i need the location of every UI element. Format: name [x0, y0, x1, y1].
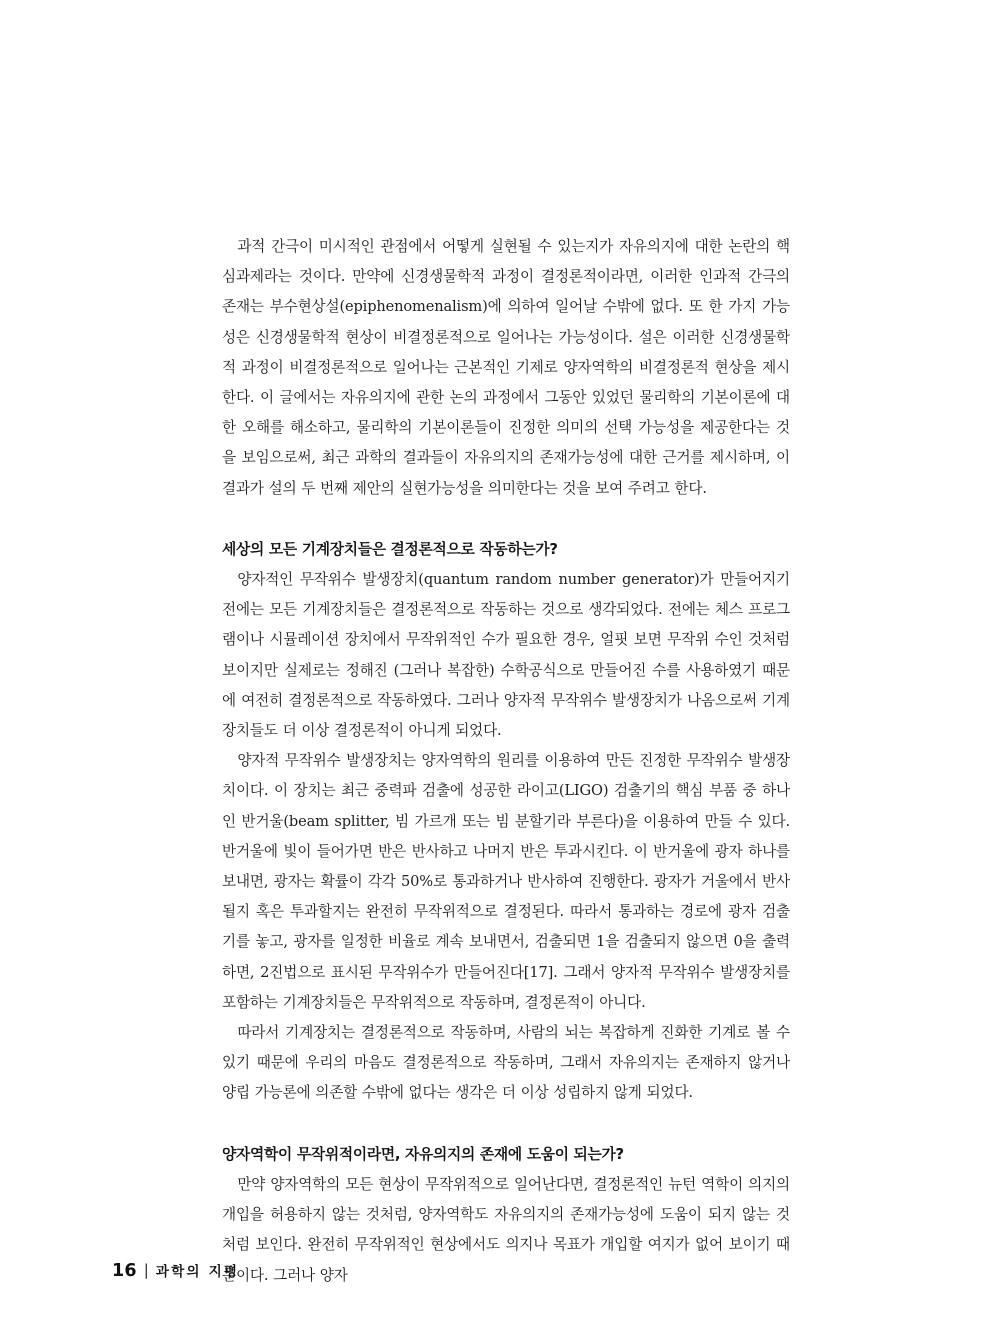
section-heading-deterministic-machines: 세상의 모든 기계장치들은 결정론적으로 작동하는가? [222, 540, 558, 558]
heading-spacer-2 [222, 1109, 790, 1140]
paragraph-quantum-rng-history: 양자적인 무작위수 발생장치(quantum random number generator)가 만들어지기 전에는 모든 기계장치들은 결정론적으로 작동하는 것으로 생각되었다. 전에는 체스 프로그램이나 시뮬레이션 장치에서 무작위적인 수가 필요한 경우, 얼핏 보면 무작위 수인 것처럼 보이지만 실제로는 정해진 (그러나 복잡한) 수학공식으로 만들어진 수를 사용하였기 때문에 여전히 결정론적으로 작동하였다. 그러나 양자적 무작위수 발생장치가 나옴으로써 기계장치들도 더 이상 결정론적이 아니게 되었다. [222, 571, 790, 740]
paragraph-randomness-and-will: 만약 양자역학의 모든 현상이 무작위적으로 일어난다면, 결정론적인 뉴턴 역학이 의지의 개입을 허용하지 않는 것처럼, 양자역학도 자유의지의 존재가능성에 도움이 되지 않는 것처럼 보인다. 완전히 무작위적인 현상에서도 의지나 목표가 개입할 여지가 없어 보이기 때문이다. 그러나 양자 [222, 1175, 790, 1284]
footer-page-number: 16 [112, 1261, 137, 1281]
footer-publication-title: 과학의 지평 [155, 1264, 240, 1280]
heading-spacer-1 [222, 504, 790, 535]
paragraph-beam-splitter: 양자적 무작위수 발생장치는 양자역학의 원리를 이용하여 만든 진정한 무작위수 발생장치이다. 이 장치는 최근 중력파 검출에 성공한 라이고(LIGO) 검출기의 핵심 부품 중 하나인 반거울(beam splitter, 빔 가르개 또는 빔 분할기라 부른다)을 이용하여 만들 수 있다. 반거울에 빛이 들어가면 반은 반사하고 나머지 반은 투과시킨다. 이 반거울에 광자 하나를 보내면, 광자는 확률이 각각 50%로 통과하거나 반사하여 진행한다. 광자가 거울에서 반사될지 혹은 투과할지는 완전히 무작위적으로 결정된다. 따라서 통과하는 경로에 광자 검출기를 놓고, 광자를 일정한 비율로 계속 보내면서, 검출되면 1을 검출되지 않으면 0을 출력하면, 2진법으로 표시된 무작위수가 만들어진다[17]. 그래서 양자적 무작위수 발생장치를 포함하는 기계장치들은 무작위적으로 작동하며, 결정론적이 아니다. [222, 752, 790, 1011]
paragraph-intro: 과적 간극이 미시적인 관점에서 어떻게 실현될 수 있는지가 자유의지에 대한 논란의 핵심과제라는 것이다. 만약에 신경생물학적 과정이 결정론적이라면, 이러한 인과적 간극의 존재는 부수현상설(epiphenomenalism)에 의하여 일어날 수밖에 없다. 또 한 가지 가능성은 신경생물학적 현상이 비결정론적으로 일어나는 가능성이다. 설은 이러한 신경생물학적 과정이 비결정론적으로 일어나는 근본적인 기제로 양자역학의 비결정론적 현상을 제시한다. 이 글에서는 자유의지에 관한 논의 과정에서 그동안 있었던 물리학의 기본이론에 대한 오해를 해소하고, 물리학의 기본이론들이 진정한 의미의 선택 가능성을 제공한다는 것을 보임으로써, 최근 과학의 결과들이 자유의지의 존재가능성에 대한 근거를 제시하며, 이 결과가 설의 두 번째 제안의 실현가능성을 의미한다는 것을 보여 주려고 한다. [222, 238, 790, 497]
page-footer [112, 1260, 239, 1281]
text-column [222, 232, 790, 1291]
paragraph-conclusion-machines: 따라서 기계장치는 결정론적으로 작동하며, 사람의 뇌는 복잡하게 진화한 기계로 볼 수 있기 때문에 우리의 마음도 결정론적으로 작동하며, 그래서 자유의지는 존재하지 않거나 양립 가능론에 의존할 수밖에 없다는 생각은 더 이상 성립하지 않게 되었다. [222, 1024, 790, 1102]
footer-separator-icon: | [143, 1261, 149, 1279]
section-heading-quantum-randomness-free-will: 양자역학이 무작위적이라면, 자유의지의 존재에 도움이 되는가? [222, 1145, 624, 1163]
